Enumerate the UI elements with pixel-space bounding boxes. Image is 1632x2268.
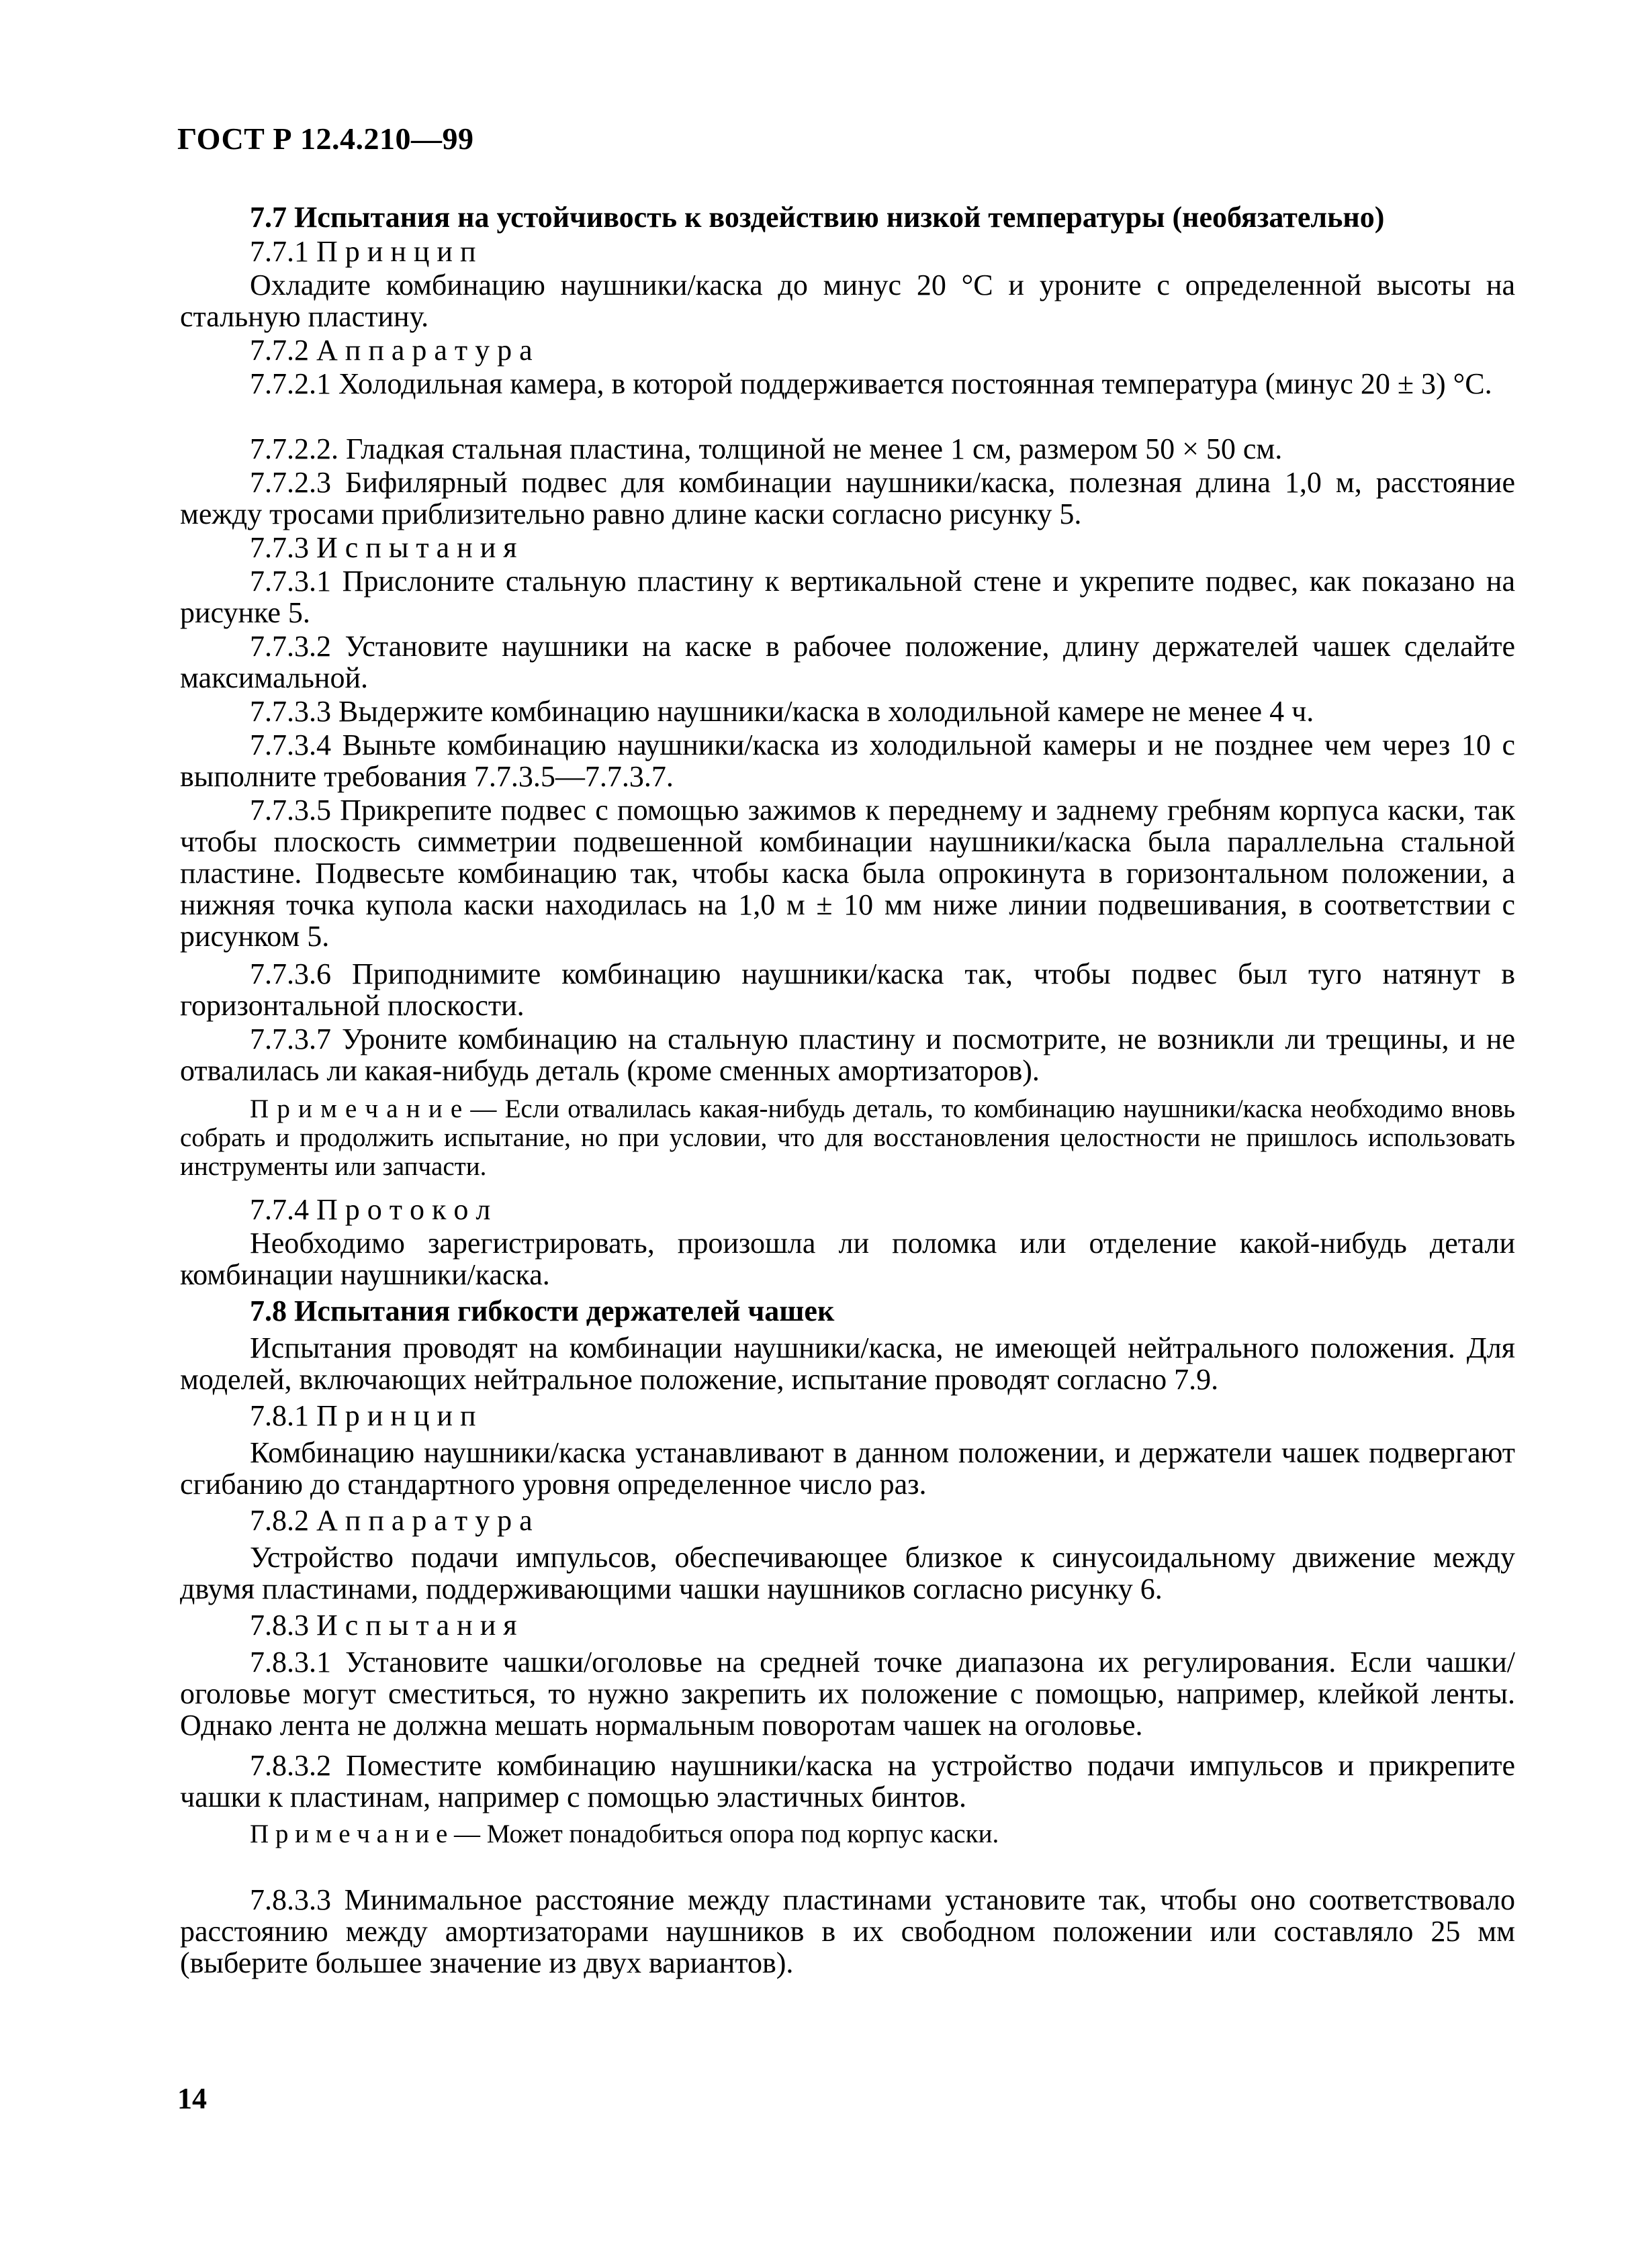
paragraph — [180, 1400, 1515, 1431]
note-text — [180, 1820, 1515, 1848]
paragraph — [180, 1542, 1515, 1605]
section-heading — [180, 1295, 1515, 1327]
paragraph — [180, 1609, 1515, 1641]
paragraph — [180, 1194, 1515, 1225]
paragraph — [180, 630, 1515, 694]
note-label: П р и м е ч а н и е — [250, 1820, 448, 1848]
paragraph-text: 7.7.3.1 Прислоните стальную пластину к вертикальной стене и укрепите подвес, как показано на рисунке 5. — [180, 565, 1515, 629]
paragraph — [180, 958, 1515, 1021]
paragraph-text: 7.7.3.2 Установите наушники на каске в рабочее положение, длину держателей чашек сделайте максимальной. — [180, 630, 1515, 694]
paragraph — [180, 532, 1515, 563]
paragraph — [180, 696, 1515, 727]
note-text — [180, 1094, 1515, 1181]
paragraph-text: 7.7.3.3 Выдержите комбинацию наушники/каска в холодильной камере не менее 4 ч. — [250, 695, 1314, 728]
paragraph — [180, 467, 1515, 530]
paragraph-text: 7.7.2.3 Бифилярный подвес для комбинации наушники/каска, полезная длина 1,0 м, расстояние между тросами приблизительно равно длине каски согласно рисунку 5. — [180, 466, 1515, 530]
note-body: — Если отвалилась какая-нибудь деталь, то комбинацию наушники/каска необходимо вновь собрать и продолжить испытание, но при условии, что для восстановления целостности не пришлось использовать инструменты или запчасти. — [180, 1094, 1515, 1181]
paragraph-text: 7.7 Испытания на устойчивость к воздействию низкой температуры (необязательно) — [250, 201, 1385, 234]
paragraph — [180, 1437, 1515, 1500]
paragraph — [180, 236, 1515, 267]
paragraph — [180, 1332, 1515, 1395]
paragraph — [180, 1646, 1515, 1741]
paragraph — [180, 565, 1515, 628]
note-body: — Может понадобиться опора под корпус каски. — [447, 1820, 999, 1848]
paragraph-text: Охладите комбинацию наушники/каска до минус 20 °С и уроните с определенной высоты на стальную пластину. — [180, 269, 1515, 333]
paragraph-text: Испытания проводят на комбинации наушники/каска, не имеющей нейтрального положения. Для моделей, включающих нейтральное положение, испытание проводят согласно 7.9. — [180, 1331, 1515, 1396]
document-header: ГОСТ Р 12.4.210—99 — [177, 122, 474, 156]
paragraph-text: 7.7.3.7 Уроните комбинацию на стальную пластину и посмотрите, не возникли ли трещины, и не отвалилась ли какая-нибудь деталь (кроме сменных амортизаторов). — [180, 1023, 1515, 1087]
paragraph-text: 7.7.3 И с п ы т а н и я — [250, 531, 517, 564]
page-number: 14 — [177, 2082, 207, 2115]
paragraph — [180, 334, 1515, 366]
paragraph-text: 7.7.3.4 Выньте комбинацию наушники/каска из холодильной камеры и не позднее чем через 10 с выполните требования 7.7.3.5—7.7.3.7. — [180, 728, 1515, 793]
paragraph-text: 7.8.3.2 Поместите комбинацию наушники/каска на устройство подачи импульсов и прикрепите чашки к пластинам, например с помощью эластичных бинтов. — [180, 1749, 1515, 1813]
paragraph-text: Необходимо зарегистрировать, произошла ли поломка или отделение какой-нибудь детали комбинации наушники/каска. — [180, 1227, 1515, 1291]
paragraph — [180, 269, 1515, 332]
paragraph-text: 7.7.4 П р о т о к о л — [250, 1193, 491, 1226]
note — [180, 1820, 1515, 1848]
paragraph-text: 7.8.2 А п п а р а т у р а — [250, 1504, 533, 1537]
paragraph — [180, 1227, 1515, 1290]
paragraph — [180, 794, 1515, 952]
paragraph — [180, 1750, 1515, 1813]
paragraph-text: 7.7.2 А п п а р а т у р а — [250, 334, 533, 367]
paragraph — [180, 368, 1515, 399]
paragraph-text: 7.7.3.6 Приподнимите комбинацию наушники/каска так, чтобы подвес был туго натянут в горизонтальной плоскости. — [180, 957, 1515, 1022]
paragraph-text: 7.8.3.3 Минимальное расстояние между пластинами установите так, чтобы оно соответствовало расстоянию между амортизаторами наушников в их свободном положении или составляло 25 мм (выберите большее значение из двух вариантов). — [180, 1883, 1515, 1979]
paragraph-text: 7.8.3 И с п ы т а н и я — [250, 1609, 517, 1642]
paragraph-text: 7.7.2.2. Гладкая стальная пластина, толщиной не менее 1 см, размером 50 × 50 см. — [250, 432, 1283, 465]
note-label: П р и м е ч а н и е — [250, 1094, 463, 1123]
paragraph-text: 7.7.1 П р и н ц и п — [250, 235, 476, 268]
paragraph-text: 7.8 Испытания гибкости держателей чашек — [250, 1294, 835, 1327]
paragraph — [180, 1023, 1515, 1086]
paragraph — [180, 433, 1515, 465]
paragraph — [180, 729, 1515, 792]
paragraph-text: 7.8.1 П р и н ц и п — [250, 1399, 476, 1432]
paragraph — [180, 1884, 1515, 1979]
paragraph-text: 7.7.2.1 Холодильная камера, в которой поддерживается постоянная температура (минус 20 ± 3) °С. — [250, 367, 1492, 400]
section-heading — [180, 201, 1515, 233]
paragraph-text: 7.8.3.1 Установите чашки/оголовье на средней точке диапазона их регулирования. Если чашки/оголовье могут сместиться, то нужно закрепить их положение с помощью, например, клейкой ленты. Однако лента не должна мешать нормальным поворотам чашек на оголовье. — [180, 1646, 1515, 1742]
paragraph — [180, 1505, 1515, 1536]
paragraph-text: Комбинацию наушники/каска устанавливают в данном положении, и держатели чашек подвергают сгибанию до стандартного уровня определенное число раз. — [180, 1436, 1515, 1501]
paragraph-text: Устройство подачи импульсов, обеспечивающее близкое к синусоидальному движение между двумя пластинами, поддерживающими чашки наушников согласно рисунку 6. — [180, 1541, 1515, 1605]
note — [180, 1094, 1515, 1181]
paragraph-text: 7.7.3.5 Прикрепите подвес с помощью зажимов к переднему и заднему гребням корпуса каски, так чтобы плоскость симметрии подвешенной комбинации наушники/каска была параллельна стальной пластине. Подвесьте комбинацию так, чтобы каска была опрокинута в горизонтальном положении, а нижняя точка купола каски находилась на 1,0 м ± 10 мм ниже линии подвешивания, в соответствии с рисунком 5. — [180, 794, 1515, 953]
